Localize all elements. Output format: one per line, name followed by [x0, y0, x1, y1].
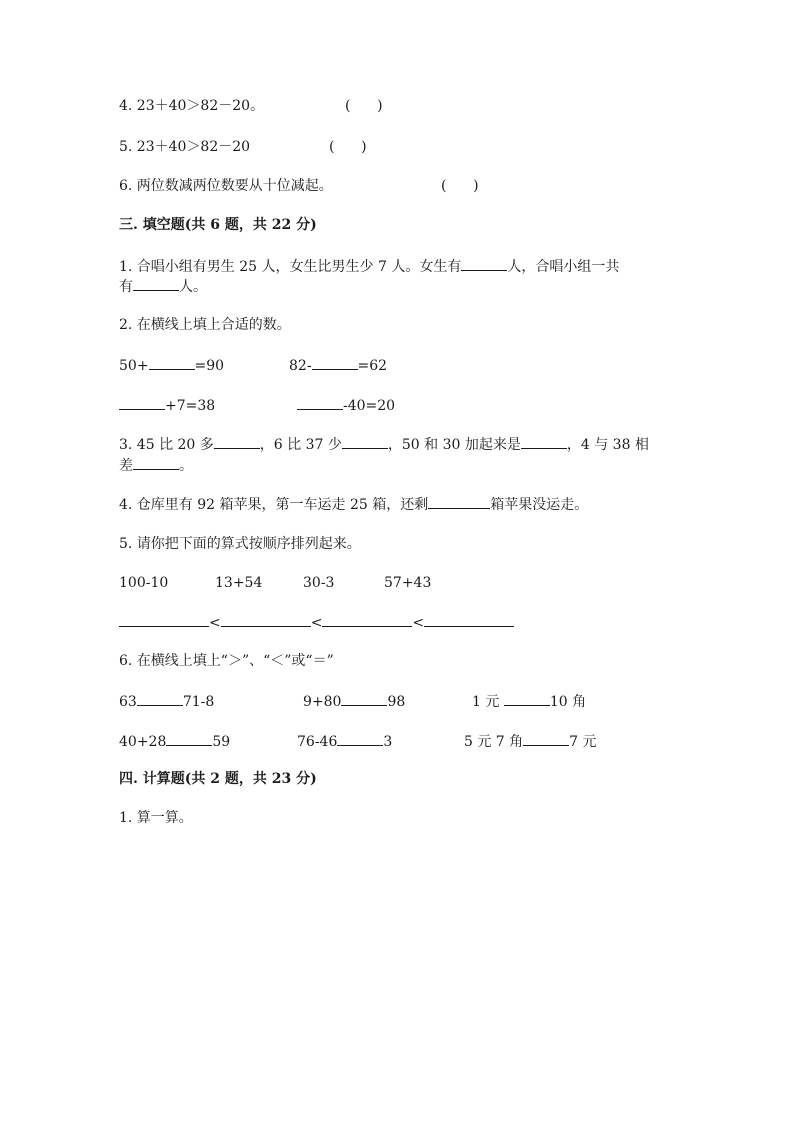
- fill-q1-line1: 1. 合唱小组有男生 25 人，女生比男生少 7 人。女生有 人，合唱小组一共: [119, 256, 619, 277]
- section4-title: 四. 计算题(共 2 题，共 23 分): [119, 771, 317, 787]
- fill-q5-text: 5. 请你把下面的算式按顺序排列起来。: [119, 536, 361, 552]
- fill-blank[interactable]: [461, 256, 507, 271]
- fill-q2-text: 2. 在横线上填上合适的数。: [119, 317, 291, 333]
- fill-q2-a: 50+ =90: [119, 355, 224, 376]
- fill-q3-line1: 3. 45 比 20 多 ，6 比 37 少 ，50 和 30 加起来是 ，4 与 38 相: [119, 434, 649, 455]
- judge-q4-text: 4. 23＋40＞82－20。: [119, 98, 265, 114]
- fill-q4: 4. 仓库里有 92 箱苹果，第一车运走 25 箱，还剩 箱苹果没运走。: [119, 494, 588, 515]
- fill-q2-d: -40=20: [297, 395, 395, 416]
- judge-q5-text: 5. 23＋40＞82－20: [119, 139, 251, 155]
- fill-q6-text: 6. 在横线上填上“＞”、“＜”或“＝”: [119, 653, 334, 669]
- fill-blank[interactable]: [133, 455, 179, 470]
- fill-blank[interactable]: [297, 395, 343, 410]
- judge-q6-paren[interactable]: ( ): [441, 178, 479, 194]
- fill-blank[interactable]: [521, 434, 567, 449]
- fill-q5-order-line: < < <: [119, 612, 514, 633]
- fill-blank[interactable]: [342, 434, 388, 449]
- fill-q5-expr-2: 13+54: [215, 575, 263, 591]
- fill-q6-r2-c: 5 元 7 角 7 元: [464, 731, 597, 752]
- fill-q2-b: 82- =62: [289, 355, 387, 376]
- fill-blank[interactable]: [337, 731, 383, 746]
- section3-title: 三. 填空题(共 6 题，共 22 分): [119, 217, 317, 233]
- fill-q6-r2-b: 76-46 3: [297, 731, 392, 752]
- fill-blank[interactable]: [133, 276, 179, 291]
- fill-blank[interactable]: [341, 691, 387, 706]
- fill-blank[interactable]: [166, 731, 212, 746]
- fill-blank[interactable]: [523, 731, 569, 746]
- judge-q4-paren[interactable]: ( ): [345, 98, 383, 114]
- judge-q4: [119, 96, 264, 116]
- fill-blank[interactable]: [119, 395, 165, 410]
- fill-blank[interactable]: [428, 494, 490, 509]
- judge-q5: [119, 137, 250, 157]
- fill-q6-r1-a: 63 71-8: [119, 691, 214, 712]
- calc-q1: 1. 算一算。: [119, 810, 193, 826]
- fill-q6-r1-c: 1 元 10 角: [472, 691, 586, 712]
- fill-blank[interactable]: [221, 612, 311, 627]
- judge-q6: [119, 176, 333, 196]
- fill-q5-expr-4: 57+43: [384, 575, 432, 591]
- fill-blank[interactable]: [137, 691, 183, 706]
- fill-q6-r2-a: 40+28 59: [119, 731, 230, 752]
- fill-blank[interactable]: [149, 355, 195, 370]
- fill-blank[interactable]: [322, 612, 412, 627]
- fill-blank[interactable]: [424, 612, 514, 627]
- fill-q5-expr-1: 100-10: [119, 575, 169, 591]
- fill-blank[interactable]: [214, 434, 260, 449]
- fill-q6-r1-b: 9+80 98: [303, 691, 405, 712]
- fill-blank[interactable]: [504, 691, 550, 706]
- fill-blank[interactable]: [312, 355, 358, 370]
- fill-q3-line2: 差 。: [119, 455, 193, 476]
- judge-q5-paren[interactable]: ( ): [329, 139, 367, 155]
- fill-q5-expr-3: 30-3: [303, 575, 335, 591]
- fill-q1-line2: 有 人。: [119, 276, 207, 297]
- fill-q2-c: +7=38: [119, 395, 215, 416]
- fill-blank[interactable]: [119, 612, 209, 627]
- judge-q6-text: 6. 两位数减两位数要从十位减起。: [119, 178, 333, 194]
